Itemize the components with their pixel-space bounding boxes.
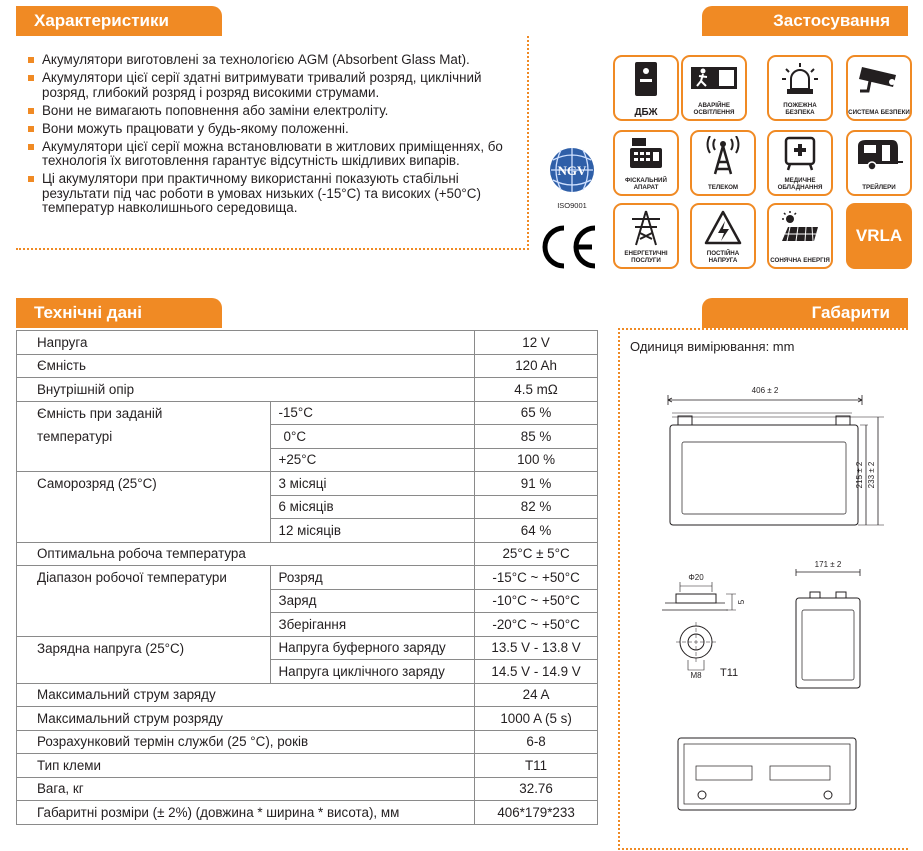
dimensions-header: Габарити <box>702 298 908 328</box>
feature-item: Вони не вимагають поповнення або заміни електроліту. <box>28 104 528 119</box>
table-cell: Ємність <box>17 354 475 378</box>
table-row <box>17 401 598 425</box>
trailer-icon <box>854 136 904 172</box>
applications-header: Застосування <box>702 6 908 36</box>
iso-label: ISO9001 <box>557 201 587 210</box>
table-row <box>17 378 598 402</box>
table-cell: 0°C <box>270 425 475 449</box>
app-telecom: ТЕЛЕКОМ <box>690 130 756 196</box>
table-cell: -20°C ~ +50°C <box>475 613 598 637</box>
table-cell: 85 % <box>475 425 598 449</box>
table-cell: 4.5 mΩ <box>475 378 598 402</box>
table-cell: 120 Ah <box>475 354 598 378</box>
table-row <box>17 707 598 731</box>
terminal-diameter-label: Φ20 <box>688 573 704 582</box>
table-cell: Ємність при заданій <box>17 401 271 425</box>
emergency-exit-icon <box>689 61 739 97</box>
table-cell: Напруга <box>17 331 475 355</box>
table-cell: Діапазон робочої температури <box>17 566 271 637</box>
table-cell: +25°C <box>270 448 475 472</box>
ngv-logo-text: NGV <box>557 163 587 178</box>
table-cell: 406*179*233 <box>475 801 598 825</box>
table-cell: 12 V <box>475 331 598 355</box>
cash-register-icon <box>626 136 666 174</box>
table-cell: -15°C <box>270 401 475 425</box>
table-cell: 1000 A (5 s) <box>475 707 598 731</box>
app-emergency-light: АВАРІЙНЕ ОСВІТЛЕННЯ <box>681 55 747 121</box>
specs-table <box>16 330 598 825</box>
table-cell: Напруга буферного заряду <box>270 636 475 660</box>
app-security-system: СИСТЕМА БЕЗПЕКИ <box>846 55 912 121</box>
table-row <box>17 683 598 707</box>
table-row <box>17 448 598 472</box>
app-solar-energy: СОНЯЧНА ЕНЕРГІЯ <box>767 203 833 269</box>
table-row <box>17 425 598 449</box>
table-cell: 13.5 V - 13.8 V <box>475 636 598 660</box>
app-ups: ДБЖ <box>613 55 679 121</box>
feature-item: Акумулятори цієї серії можна встановлювати в житлових приміщеннях, бо технологія їх виготовлення гарантує відсутність шкідливих випарів. <box>28 140 528 169</box>
table-row <box>17 754 598 778</box>
table-cell: Розрахунковий термін служби (25 °C), років <box>17 730 475 754</box>
table-cell: 3 місяці <box>270 472 475 496</box>
table-row <box>17 777 598 801</box>
dimensions-unit: Одиниця вимірювання: mm <box>630 339 795 354</box>
security-camera-icon <box>856 61 902 97</box>
table-row <box>17 354 598 378</box>
table-cell: Саморозряд (25°C) <box>17 472 271 543</box>
table-row <box>17 566 598 590</box>
table-cell: Розряд <box>270 566 475 590</box>
table-row <box>17 331 598 355</box>
app-medical-equipment: МЕДИЧНЕ ОБЛАДНАННЯ <box>767 130 833 196</box>
app-energy-services: ЕНЕРГЕТИЧНІ ПОСЛУГИ <box>613 203 679 269</box>
feature-item: Вони можуть працювати у будь-якому положенні. <box>28 122 528 137</box>
specs-header: Технічні дані <box>16 298 222 328</box>
ce-mark <box>540 222 600 272</box>
bolt-label: M8 <box>690 671 702 680</box>
terminal-height-label: 5 <box>737 599 746 605</box>
table-cell: Зберігання <box>270 613 475 637</box>
table-cell <box>17 448 271 472</box>
table-cell: 100 % <box>475 448 598 472</box>
table-cell: -10°C ~ +50°C <box>475 589 598 613</box>
table-cell: -15°C ~ +50°C <box>475 566 598 590</box>
feature-item: Ці акумулятори при практичному використанні показують стабільні результати під час роботи в умовах низьких (-15°C) та високих (+50°C) температур навколишнього середовища. <box>28 172 528 216</box>
table-cell: Оптимальна робоча температура <box>17 542 475 566</box>
table-cell: T11 <box>475 754 598 778</box>
ngv-logo <box>541 146 603 212</box>
table-cell: 64 % <box>475 519 598 543</box>
feature-item: Акумулятори цієї серії здатні витримувати тривалий розряд, циклічний розряд, глибокий розряд і розряд високими струмами. <box>28 71 528 100</box>
table-row <box>17 730 598 754</box>
table-row <box>17 801 598 825</box>
table-cell: 65 % <box>475 401 598 425</box>
table-cell: Тип клеми <box>17 754 475 778</box>
table-cell: 6 місяців <box>270 495 475 519</box>
app-fiscal-device: ФІСКАЛЬНИЙ АПАРАТ <box>613 130 679 196</box>
table-cell: Габаритні розміри (± 2%) (довжина * ширина * висота), мм <box>17 801 475 825</box>
length-label: 406 ± 2 <box>751 386 779 395</box>
height2-label: 233 ± 2 <box>867 461 876 489</box>
feature-item: Акумулятори виготовлені за технологією AGM (Absorbent Glass Mat). <box>28 53 528 68</box>
app-fire-safety: ПОЖЕЖНА БЕЗПЕКА <box>767 55 833 121</box>
terminal-type-label: T11 <box>720 667 739 679</box>
table-cell: 6-8 <box>475 730 598 754</box>
table-cell: Максимальний струм розряду <box>17 707 475 731</box>
table-cell: Максимальний струм заряду <box>17 683 475 707</box>
table-row <box>17 542 598 566</box>
height1-label: 215 ± 2 <box>855 461 864 489</box>
table-row <box>17 636 598 660</box>
vrla-badge: VRLA <box>846 203 912 269</box>
table-cell: 82 % <box>475 495 598 519</box>
table-cell: Заряд <box>270 589 475 613</box>
table-cell: 32.76 <box>475 777 598 801</box>
table-row <box>17 472 598 496</box>
power-pylon-icon <box>626 209 666 247</box>
solar-panel-icon <box>778 209 822 247</box>
features-list <box>28 53 528 219</box>
table-cell: Напруга циклічного заряду <box>270 660 475 684</box>
table-cell: 25°C ± 5°C <box>475 542 598 566</box>
dimension-drawings <box>620 370 906 840</box>
medical-device-icon <box>780 136 820 172</box>
features-header: Характеристики <box>16 6 222 36</box>
width-label: 171 ± 2 <box>814 560 842 569</box>
app-constant-voltage: ПОСТІЙНА НАПРУГА <box>690 203 756 269</box>
alarm-beacon-icon <box>780 61 820 97</box>
table-cell: 14.5 V - 14.9 V <box>475 660 598 684</box>
table-cell: 91 % <box>475 472 598 496</box>
table-cell: температурі <box>17 425 271 449</box>
table-cell: Вага, кг <box>17 777 475 801</box>
high-voltage-icon <box>703 209 743 247</box>
ups-icon <box>631 61 661 99</box>
app-trailers: ТРЕЙЛЕРИ <box>846 130 912 196</box>
table-cell: 12 місяців <box>270 519 475 543</box>
table-cell: 24 A <box>475 683 598 707</box>
table-cell: Зарядна напруга (25°C) <box>17 636 271 683</box>
table-cell: Внутрішній опір <box>17 378 475 402</box>
telecom-tower-icon <box>703 136 743 176</box>
